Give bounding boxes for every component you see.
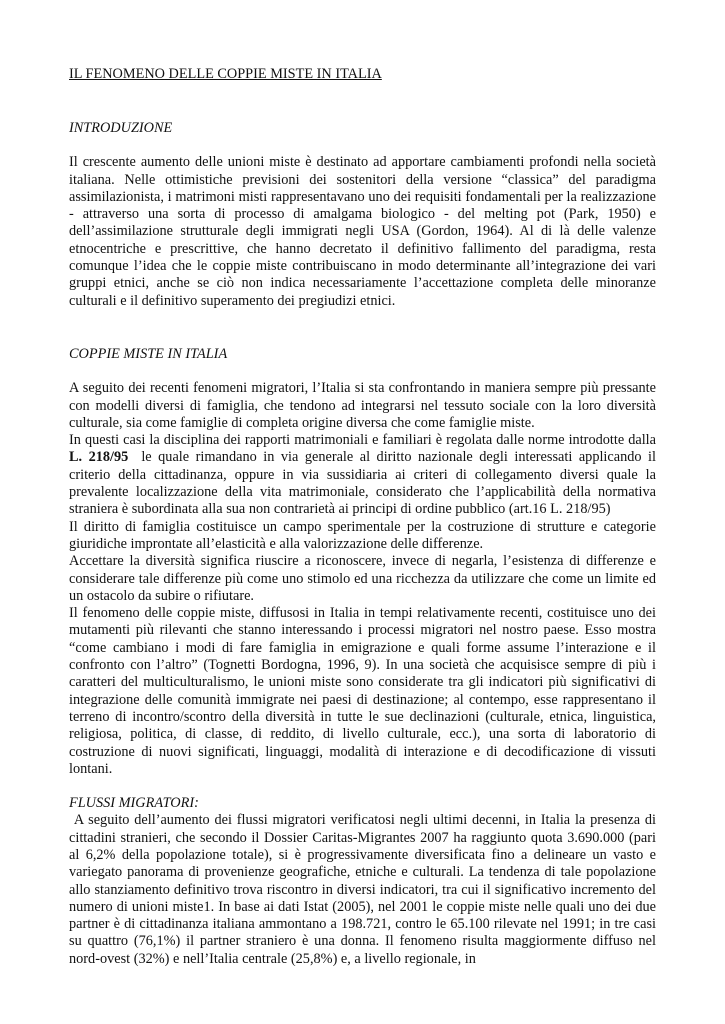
section-heading-introduzione: INTRODUZIONE: [69, 120, 173, 136]
paragraph-text: In questi casi la disciplina dei rapporti matrimoniali e familiari è regolata dalle norme introdotte dalla: [69, 432, 656, 449]
section-heading-flussi-migratori: FLUSSI MIGRATORI:: [69, 795, 199, 812]
paragraph-coppie-miste-1: A seguito dei recenti fenomeni migratori, l’Italia si sta confrontando in maniera sempre più pressante con modelli diversi di famiglia, che tendono ad integrarsi nel tessuto sociale con la loro diversità culturale, sia come famiglie di completa origine diversa che come famiglie miste.: [69, 380, 656, 431]
document-title: IL FENOMENO DELLE COPPIE MISTE IN ITALIA: [69, 66, 382, 82]
law-reference: L. 218/95: [69, 449, 129, 466]
document-page: [69, 66, 660, 968]
section-heading-coppie-miste: COPPIE MISTE IN ITALIA: [69, 345, 228, 362]
paragraph-coppie-miste-2: [69, 432, 660, 518]
paragraph-introduzione: Il crescente aumento delle unioni miste è destinato ad apportare cambiamenti profondi nella società italiana. Nelle ottimistiche previsioni dei sostenitori della versione “classica” del paradigma assimilazionista, i matrimoni misti rappresentavano uno dei requisiti fondamentali per la realizzazione - attraverso una sorta di processo di amalgama biologico - del melting pot (Park, 1950) e dell’assimilazione strutturale degli immigrati negli USA (Gordon, 1964). Al di là delle valenze etnocentriche e prescrittive, che hanno decretato il definitivo fallimento del paradigma, resta comunque l’idea che le coppie miste contribuiscano in modo determinante all’integrazione dei vari gruppi etnici, anche se ciò non indica necessariamente l’accettazione completa delle minoranze culturali e il definitivo superamento dei pregiudizi etnici.: [69, 154, 656, 309]
paragraph-coppie-miste-4: Accettare la diversità significa riuscire a riconoscere, invece di negarla, l’esistenza di differenze e considerare tale differenze più come uno stimolo ed una ricchezza da utilizzare che come un limite ed un ostacolo da subire o rifiutare.: [69, 553, 656, 604]
paragraph-coppie-miste-3: Il diritto di famiglia costituisce un campo sperimentale per la costruzione di strutture e categorie giuridiche improntate all’elasticità e alla valorizzazione delle differenze.: [69, 518, 656, 552]
paragraph-flussi-migratori-1: A seguito dell’aumento dei flussi migratori verificatosi negli ultimi decenni, in Italia la presenza di cittadini stranieri, che secondo il Dossier Caritas-Migrantes 2007 ha raggiunto quota 3.690.000 (pari al 6,2% della popolazione totale), si è progressivamente diversificata fino a delineare un vasto e variegato panorama di provenienze geografiche, etniche e culturali. La tendenza di tale popolazione allo stanziamento definitivo trova riscontro in diversi indicatori, tra cui il significativo incremento del numero di unioni miste1. In base ai dati Istat (2005), nel 2001 le coppie miste nelle quali uno dei due partner è di cittadinanza italiana ammontano a 198.721, contro le 65.100 rilevate nel 1991; in tre casi su quattro (76,1%) il partner straniero è una donna. Il fenomeno risulta maggiormente diffuso nel nord-ovest (32%) e nell’Italia centrale (25,8%) e, a livello regionale, in: [69, 812, 660, 967]
paragraph-coppie-miste-5: Il fenomeno delle coppie miste, diffusosi in Italia in tempi relativamente recenti, costituisce uno dei mutamenti più rilevanti che stanno interessando i processi migratori nel nostro paese. Esso mostra “come cambiano i modi di fare famiglia in emigrazione e quali forme assume l’interazione e il confronto con l’altro” (Tognetti Bordogna, 1996, 9). In una società che acquisisce sempre di più i caratteri del multiculturalismo, le unioni miste sono considerate tra gli indicatori più significativi di integrazione delle comunità immigrate nei paesi di destinazione; al contempo, esse rappresentano il terreno di incontro/scontro della diversità in tutte le sue declinazioni (culturale, etnica, linguistica, religiosa, politica, di classe, di reddito, di livello culturale, ecc.), una sorta di laboratorio di costruzione di nuovi significati, linguaggi, modalità di interazione e di decodificazione di vissuti lontani.: [69, 605, 656, 777]
paragraph-text: le quale rimandano in via generale al diritto nazionale degli interessati applicando il criterio della cittadinanza, oppure in via sussidiaria ai criteri di collegamento diversi quale la prevalente localizzazione della vita matrimoniale, considerato che l’applicabilità della normativa straniera è subordinata alla sua non contrarietà ai principi di ordine pubblico (art.16 L. 218/95): [69, 449, 660, 518]
